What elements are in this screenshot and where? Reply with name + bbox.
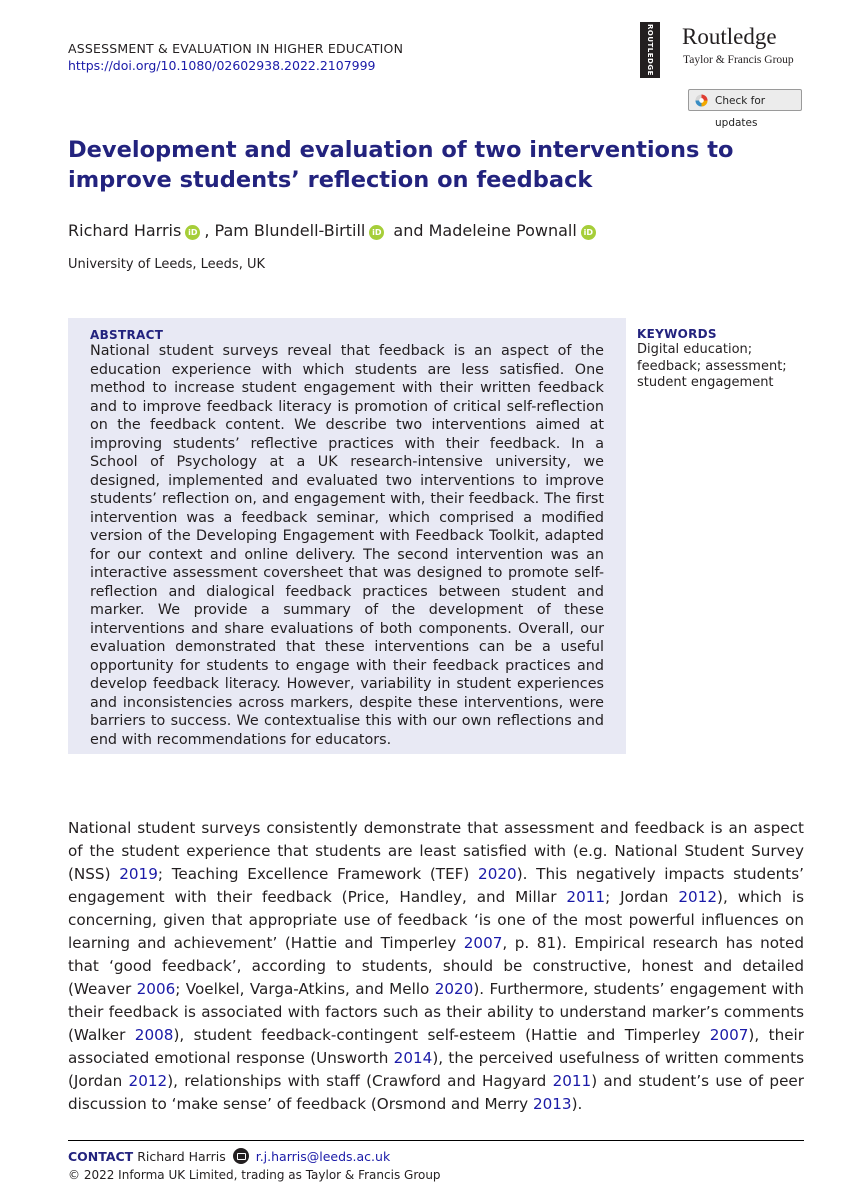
publisher-logo [640,20,830,80]
article-title: Development and evaluation of two interventions to improve students’ reflection on feedback [68,137,734,193]
check-for-updates-button[interactable] [688,89,802,129]
journal-name: ASSESSMENT & EVALUATION IN HIGHER EDUCATION [68,41,404,56]
body-paragraph [68,817,804,1116]
body-text-segment: ), relationships with staff (Crawford and Hagyard [167,1072,553,1090]
citation-link[interactable]: 2020 [434,980,474,998]
citation-link[interactable]: 2012 [128,1072,168,1090]
citation-link[interactable]: 2006 [136,980,176,998]
citation-link[interactable]: 2011 [552,1072,592,1090]
author-name: Richard Harris [68,221,182,240]
body-text-segment: ; Voelkel, Varga-Atkins, and Mello [175,980,435,998]
citation-link[interactable]: 2013 [532,1095,572,1113]
citation-link[interactable]: 2011 [566,888,606,906]
author-separator: and [388,221,429,240]
copyright-notice: © 2022 Informa UK Limited, trading as Taylor & Francis Group [68,1168,441,1182]
doi-link[interactable]: https://doi.org/10.1080/02602938.2022.2107999 [68,58,376,73]
citation-link[interactable]: 2008 [134,1026,174,1044]
body-text-segment: ). Furthermore, students’ engagement with their feedback is associated with factors such as their ability to understand marker’s comments (Walker [68,980,804,1044]
publisher-name: Routledge [682,24,777,49]
author-name: Pam Blundell-Birtill [214,221,366,240]
orcid-icon[interactable]: iD [581,225,596,240]
crossmark-icon [695,94,708,107]
affiliation: University of Leeds, Leeds, UK [68,257,266,272]
body-text-segment: ). This negatively impacts students’ engagement with their feedback (Price, Handley, and Millar [68,865,804,906]
keyword-line: student engagement [637,375,774,390]
publisher-group: Taylor & Francis Group [683,54,794,66]
journal-header [68,40,403,74]
orcid-icon[interactable]: iD [185,225,200,240]
author-list [68,220,600,242]
routledge-badge: ROUTLEDGE [640,22,660,78]
body-text-segment: ), their associated emotional response (Unsworth [68,1026,805,1067]
body-text-segment: National student surveys consistently demonstrate that assessment and feedback is an aspect of the student experience that students are least satisfied with (e.g. National Student Survey (NSS) [68,819,804,883]
author-name: Madeleine Pownall [428,221,577,240]
contact-name: Richard Harris [137,1149,226,1164]
citation-link[interactable]: 2012 [678,888,718,906]
footer-divider [68,1140,804,1141]
contact-label: CONTACT [68,1149,134,1164]
keyword-line: feedback; assessment; [637,358,787,374]
body-text-segment: , p. 81). Empirical research has noted that ‘good feedback’, according to students, should be constructive, honest and detailed (Weaver [68,934,804,998]
abstract-text: National student surveys reveal that feedback is an aspect of the education experience with which students are less satisfied. One method to increase student engagement with their written feedback and to improve feedback literacy is promotion of critical self-reflection on the feedback content. We describe two interventions aimed at improving students’ reflective practices with their feedback. In a School of Psychology at a UK research-intensive university, we designed, implemented and evaluated two interventions to improve students’ reflection on, and engagement with, their feedback. The first intervention was a feedback seminar, which comprised a modified version of the Developing Engagement with Feedback Toolkit, adapted for our context and online delivery. The second intervention was an interactive assessment coversheet that was designed to promote self-reflection and dialogical feedback practices between student and marker. We provide a summary of the development of these interventions and share evaluations of both components. Overall, our evaluation demonstrated that these interventions can be a useful opportunity for students to engage with their feedback practices and develop feedback literacy. However, variability in student experiences and inconsistencies across markers, despite these interventions, were barriers to success. We contextualise this with our own reflections and end with recommendations for educators. [90,343,604,748]
body-text-segment: ; Jordan [605,888,679,906]
body-text-segment: ), which is concerning, given that appropriate use of feedback ‘is one of the most powerful influences on learning and achievement’ (Hattie and Timperley [68,888,804,952]
author-separator: , [204,221,215,240]
citation-link[interactable]: 2019 [119,865,158,883]
body-text-segment: ), student feedback-contingent self-esteem (Hattie and Timperley [173,1026,710,1044]
contact-email-link[interactable]: r.j.harris@leeds.ac.uk [255,1149,391,1164]
citation-link[interactable]: 2014 [393,1049,433,1067]
citation-link[interactable]: 2007 [709,1026,749,1044]
keyword-line: Digital education; [637,342,753,357]
body-text-segment: ). [571,1095,583,1113]
check-updates-label: Check for updates [715,95,766,129]
body-text-segment: ) and student’s use of peer discussion to ‘make sense’ of feedback (Orsmond and Merry [68,1072,805,1113]
citation-link[interactable]: 2007 [463,934,503,952]
email-icon [233,1148,249,1164]
orcid-icon[interactable]: iD [369,225,384,240]
keywords-panel [637,327,817,392]
abstract-box [68,318,626,754]
body-text-segment: ; Teaching Excellence Framework (TEF) [157,865,479,883]
body-text-segment: ), the perceived usefulness of written comments (Jordan [68,1049,805,1090]
keywords-heading: KEYWORDS [637,327,717,341]
citation-link[interactable]: 2020 [478,865,517,883]
abstract-heading: ABSTRACT [90,328,164,342]
contact-line [68,1148,390,1165]
